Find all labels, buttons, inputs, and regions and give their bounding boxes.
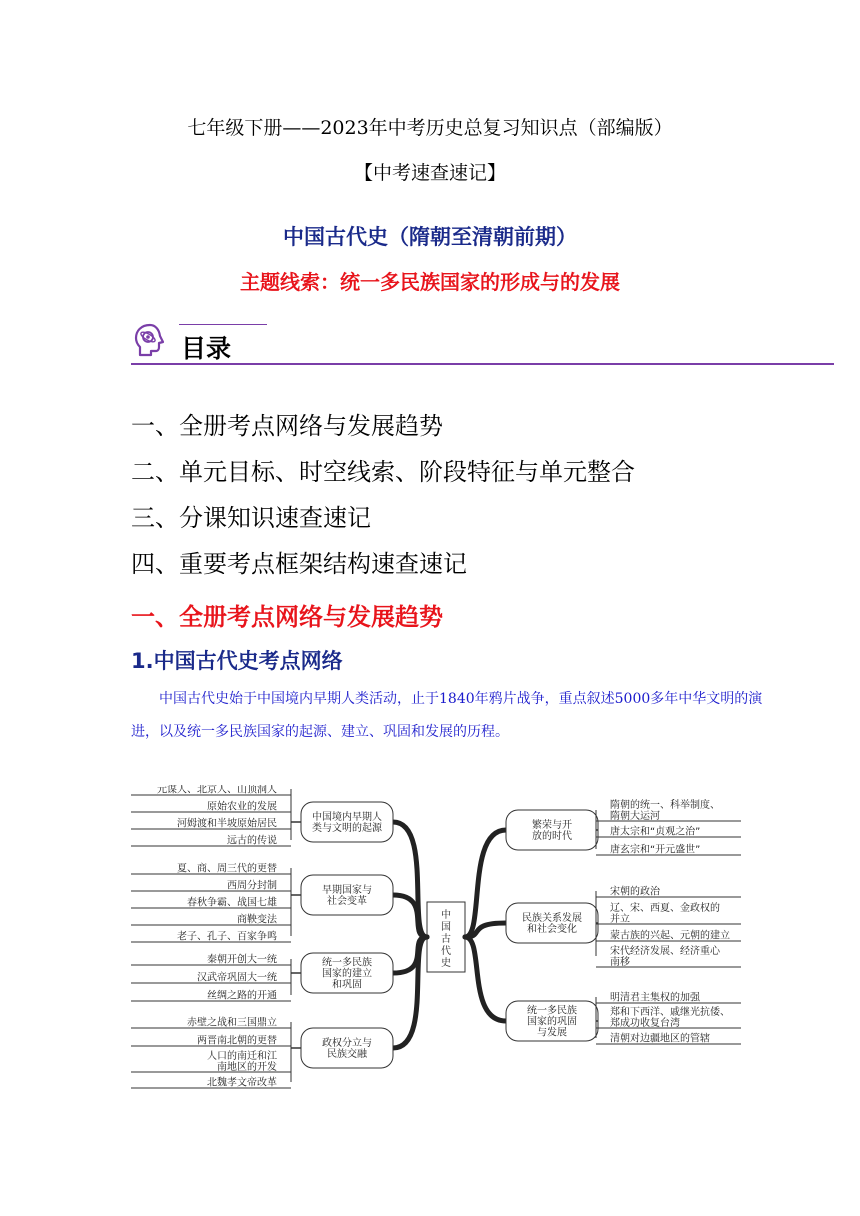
mindmap-diagram [131,785,741,1110]
mindmap-leaf-label: 北魏孝文帝改革 [207,1077,277,1089]
mindmap-leaf-label: 夏、商、周三代的更替 [177,863,277,875]
mindmap-leaf-label: 丝绸之路的开通 [207,990,277,1002]
main-title: 中国古代史（隋朝至清朝前期） [283,225,577,249]
mindmap-leaf-label: 人口的南迁和江南地区的开发 [207,1051,277,1073]
mindmap-leaf-label: 元谋人、北京人、山顶洞人 [157,785,277,796]
mindmap-leaf-label: 郑和下西洋、戚继光抗倭、郑成功收复台湾 [610,1007,730,1029]
mindmap-leaf-label: 河姆渡和半坡原始居民 [177,818,277,830]
mindmap-branch-label: 早期国家与社会变革 [322,885,372,907]
toc-item-2[interactable]: 二、单元目标、时空线索、阶段特征与单元整合 [131,458,635,486]
mindmap-leaf-label: 明清君主集权的加强 [610,992,700,1004]
mindmap-branch-label: 繁荣与开放的时代 [532,820,572,842]
mindmap-leaf-label: 清朝对边疆地区的管辖 [610,1033,710,1045]
mindmap-leaf-label: 老子、孔子、百家争鸣 [177,931,277,943]
mindmap-branch-label: 统一多民族国家的建立和巩固 [322,957,372,991]
mindmap-leaf-label: 蒙古族的兴起、元朝的建立 [610,930,730,942]
mindmap-leaf-label: 春秋争霸、战国七雄 [187,897,277,909]
subsection-heading: 1.中国古代史考点网络 [131,649,343,673]
mindmap-branch-connector [393,937,427,1048]
mindmap-leaf-label: 秦朝开创大一统 [207,954,277,966]
theme-line: 主题线索：统一多民族国家的形成与的发展 [240,270,620,294]
mindmap-leaf-label: 隋朝的统一、科举制度、隋朝大运河 [610,800,720,822]
mindmap-center-label: 中国古代史 [441,910,451,969]
toc-divider [131,363,834,365]
section-heading: 一、全册考点网络与发展趋势 [131,603,443,631]
mindmap-leaf-label: 唐太宗和“贞观之治” [610,826,701,838]
toc-item-4[interactable]: 四、重要考点框架结构速查速记 [131,550,467,578]
mindmap-leaf-label: 宋朝的政治 [610,886,660,898]
mindmap-branch-label: 政权分立与民族交融 [322,1038,372,1060]
toc-item-3[interactable]: 三、分课知识速查速记 [131,504,371,532]
toc-heading-accent [179,324,267,325]
brain-icon [131,321,169,359]
intro-paragraph: 中国古代史始于中国境内早期人类活动，止于1840年鸦片战争，重点叙述5000多年中华文明的演进，以及统一多民族国家的起源、建立、巩固和发展的历程。 [131,691,763,740]
mindmap-leaf-label: 辽、宋、西夏、金政权的并立 [610,903,720,925]
mindmap-branch-connector [393,822,427,937]
mindmap-branch-label: 统一多民族国家的巩固与发展 [527,1005,577,1039]
mindmap-leaf-label: 两晋南北朝的更替 [197,1035,277,1047]
mindmap-leaf-label: 商鞅变法 [237,914,277,926]
mindmap-branch-label: 中国境内早期人类与文明的起源 [312,812,382,834]
toc-item-1[interactable]: 一、全册考点网络与发展趋势 [131,412,443,440]
document-subtitle: 【中考速查速记】 [353,162,506,184]
mindmap-leaf-label: 西周分封制 [227,880,277,892]
mindmap-leaf-label: 赤壁之战和三国鼎立 [187,1017,277,1029]
mindmap-branch-label: 民族关系发展和社会变化 [522,913,582,935]
toc-heading: 目录 [181,334,232,363]
mindmap-leaf-label: 远古的传说 [227,835,277,847]
document-title: 七年级下册——2023年中考历史总复习知识点（部编版） [187,117,673,139]
mindmap-leaf-label: 宋代经济发展、经济重心南移 [610,946,720,968]
mindmap-branch-connector [465,937,506,1021]
mindmap-leaf-label: 唐玄宗和“开元盛世” [610,844,701,856]
mindmap-leaf-label: 原始农业的发展 [207,801,277,813]
mindmap-leaf-label: 汉武帝巩固大一统 [197,972,277,984]
